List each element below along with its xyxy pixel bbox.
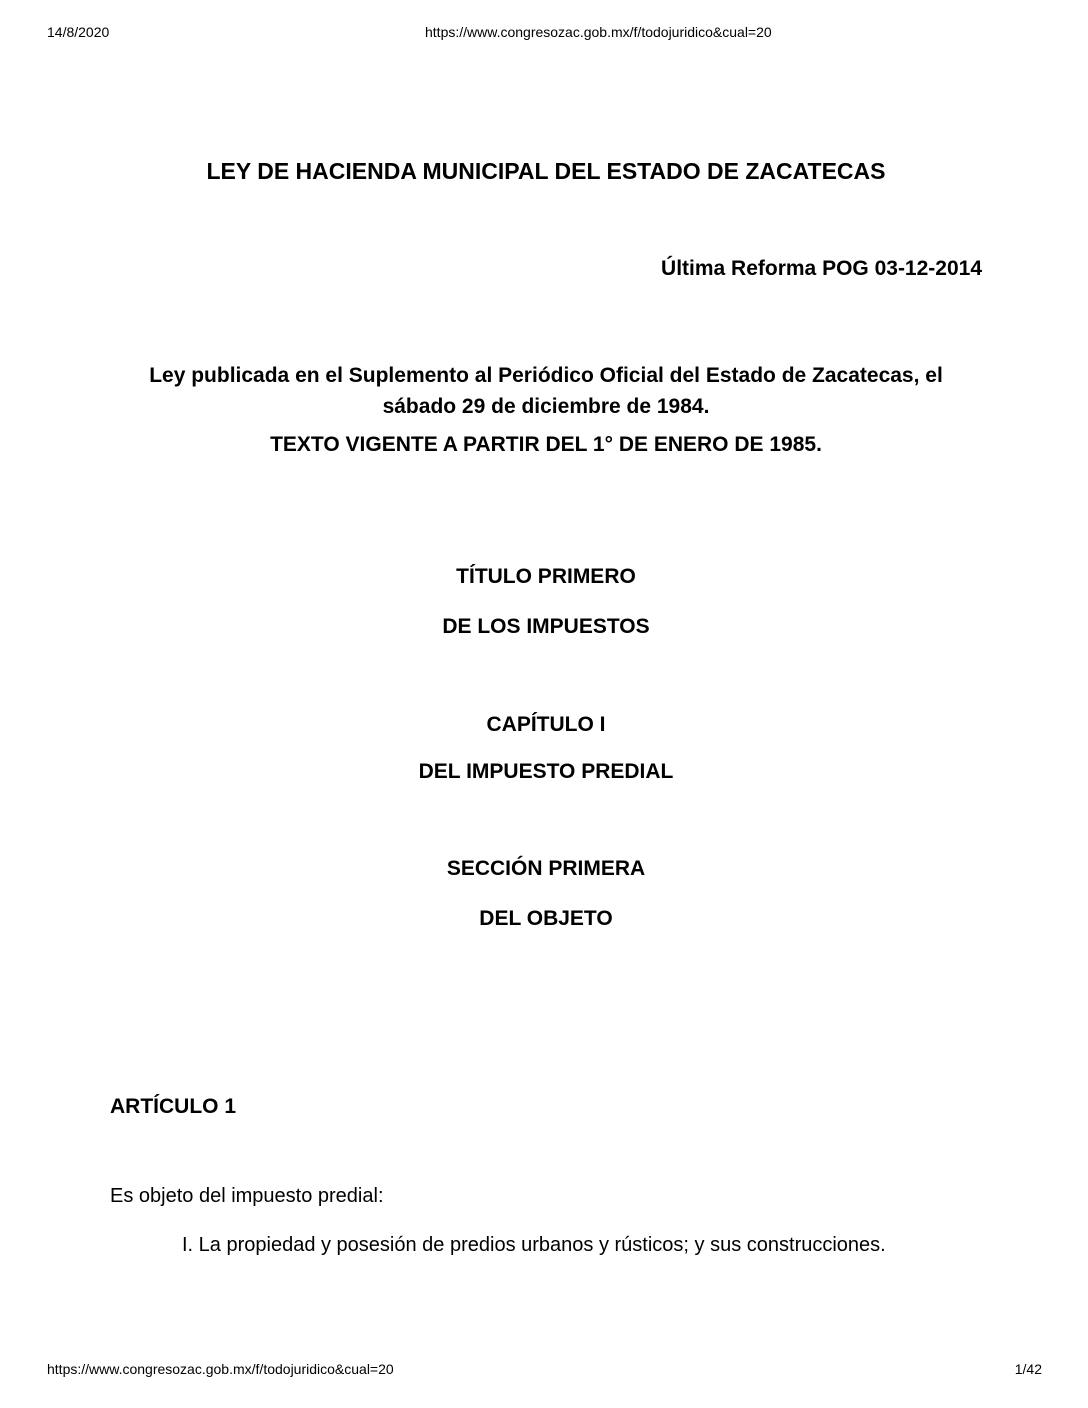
article-1-label: ARTÍCULO 1 [110,1095,236,1118]
print-header-url: https://www.congresozac.gob.mx/f/todojuridico&cual=20 [425,24,772,40]
print-header-date: 14/8/2020 [47,24,110,40]
document-title: LEY DE HACIENDA MUNICIPAL DEL ESTADO DE ZACATECAS [206,158,886,184]
print-footer-url: https://www.congresozac.gob.mx/f/todojuridico&cual=20 [47,1361,394,1377]
publication-note: Ley publicada en el Suplemento al Periódico Oficial del Estado de Zacatecas, el sábado 29 de diciembre de 1984. [149,364,943,418]
heading-titulo-kicker: TÍTULO PRIMERO [456,565,636,588]
heading-seccion-kicker: SECCIÓN PRIMERA [446,857,646,880]
article-1-fraction-i: I. La propiedad y posesión de predios urbanos y rústicos; y sus construcciones. [182,1234,886,1256]
article-1-intro: Es objeto del impuesto predial: [110,1185,384,1207]
print-footer-page-indicator: 1/42 [1014,1361,1042,1377]
heading-titulo-name: DE LOS IMPUESTOS [442,615,650,638]
heading-capitulo-name: DEL IMPUESTO PREDIAL [418,760,674,783]
last-reform-note: Última Reforma POG 03-12-2014 [661,257,982,280]
effective-note: TEXTO VIGENTE A PARTIR DEL 1° DE ENERO DE 1985. [270,433,822,456]
heading-seccion-name: DEL OBJETO [479,907,613,930]
heading-capitulo-kicker: CAPÍTULO I [486,713,606,736]
